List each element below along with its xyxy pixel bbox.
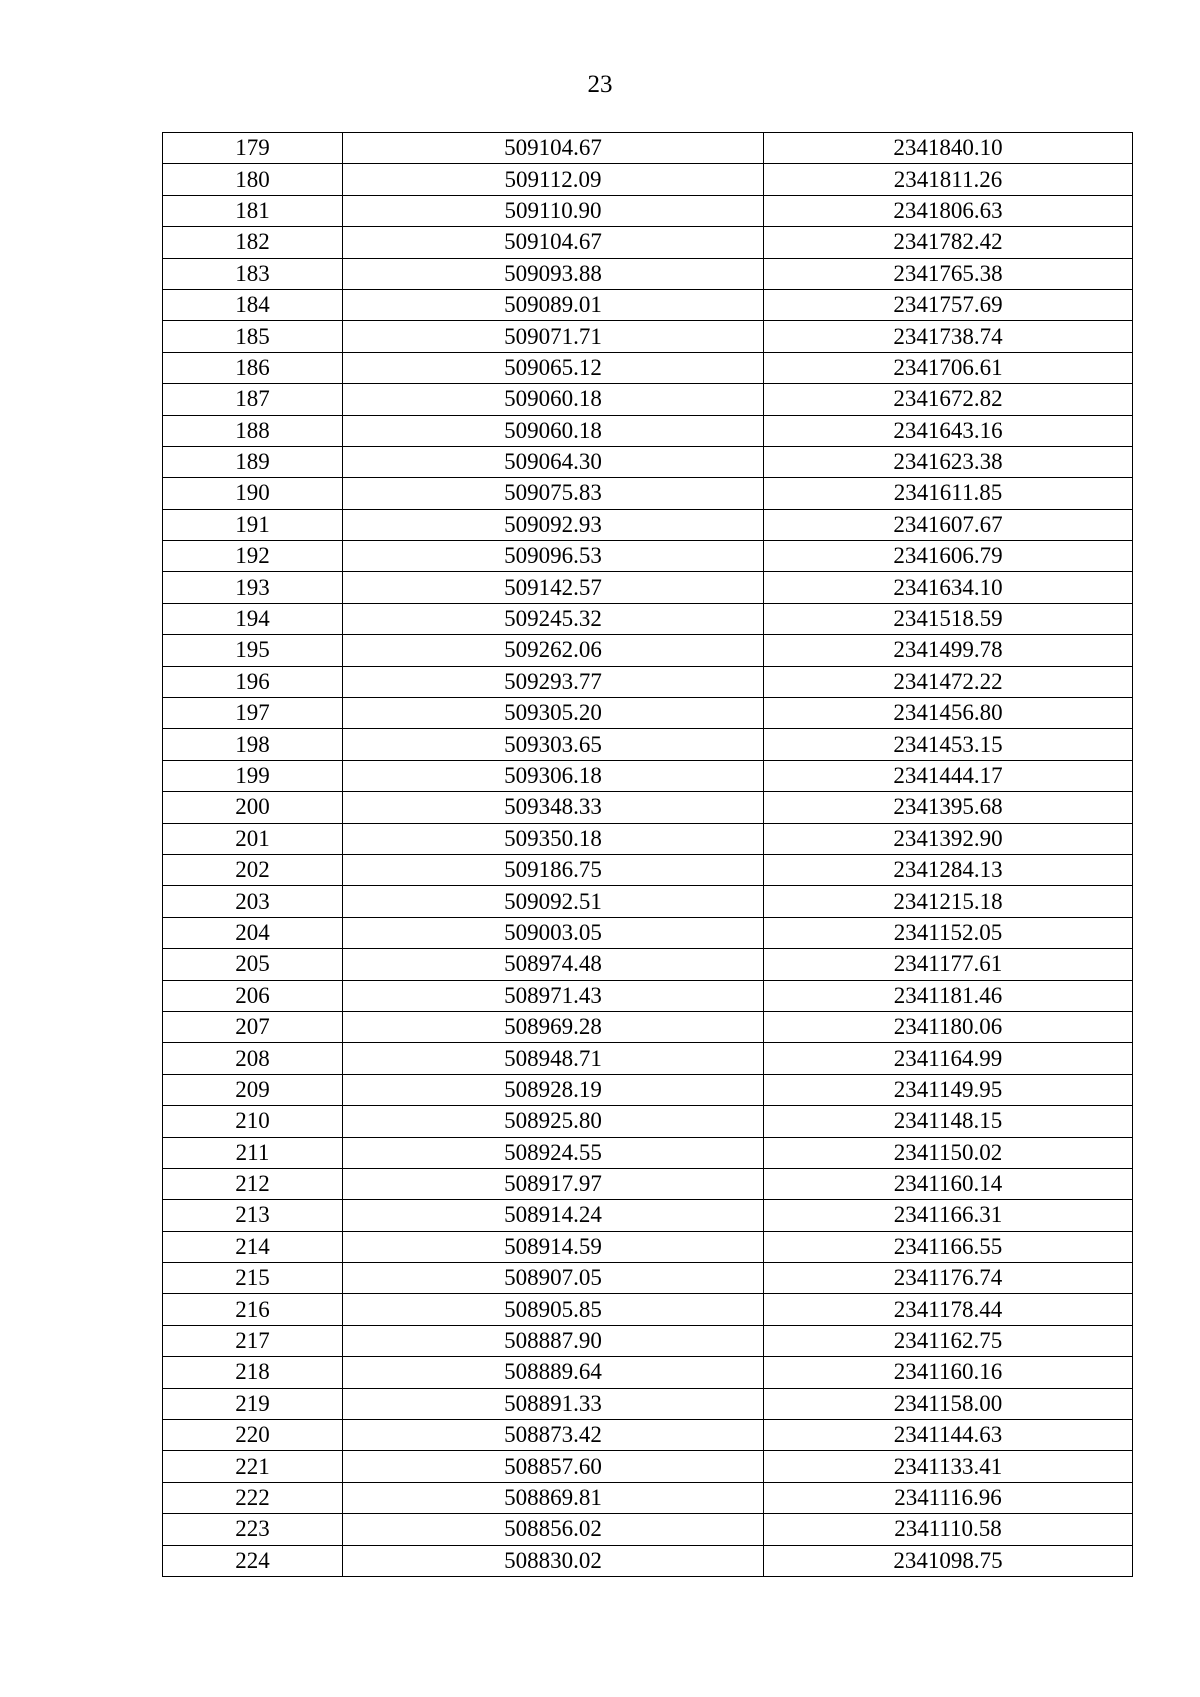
x-coordinate-cell: 509110.90 <box>343 195 764 226</box>
table-row <box>163 698 1133 729</box>
point-number-cell: 196 <box>163 666 343 697</box>
table-row <box>163 729 1133 760</box>
point-number-cell: 198 <box>163 729 343 760</box>
x-coordinate-cell: 508856.02 <box>343 1514 764 1545</box>
table-row <box>163 1294 1133 1325</box>
x-coordinate-cell: 509186.75 <box>343 854 764 885</box>
y-coordinate-cell: 2341110.58 <box>764 1514 1133 1545</box>
y-coordinate-cell: 2341706.61 <box>764 352 1133 383</box>
y-coordinate-cell: 2341180.06 <box>764 1011 1133 1042</box>
point-number-cell: 199 <box>163 760 343 791</box>
y-coordinate-cell: 2341177.61 <box>764 949 1133 980</box>
x-coordinate-cell: 509306.18 <box>343 760 764 791</box>
coordinates-table-body <box>163 133 1133 1577</box>
x-coordinate-cell: 508974.48 <box>343 949 764 980</box>
x-coordinate-cell: 508907.05 <box>343 1263 764 1294</box>
y-coordinate-cell: 2341499.78 <box>764 635 1133 666</box>
point-number-cell: 204 <box>163 917 343 948</box>
y-coordinate-cell: 2341098.75 <box>764 1545 1133 1576</box>
y-coordinate-cell: 2341166.31 <box>764 1200 1133 1231</box>
y-coordinate-cell: 2341152.05 <box>764 917 1133 948</box>
point-number-cell: 185 <box>163 321 343 352</box>
point-number-cell: 205 <box>163 949 343 980</box>
table-row <box>163 1137 1133 1168</box>
x-coordinate-cell: 509303.65 <box>343 729 764 760</box>
table-row <box>163 666 1133 697</box>
point-number-cell: 195 <box>163 635 343 666</box>
y-coordinate-cell: 2341160.16 <box>764 1357 1133 1388</box>
table-row <box>163 1514 1133 1545</box>
x-coordinate-cell: 509348.33 <box>343 792 764 823</box>
y-coordinate-cell: 2341634.10 <box>764 572 1133 603</box>
y-coordinate-cell: 2341456.80 <box>764 698 1133 729</box>
table-row <box>163 1168 1133 1199</box>
y-coordinate-cell: 2341150.02 <box>764 1137 1133 1168</box>
point-number-cell: 183 <box>163 258 343 289</box>
point-number-cell: 180 <box>163 164 343 195</box>
point-number-cell: 191 <box>163 509 343 540</box>
point-number-cell: 194 <box>163 603 343 634</box>
table-row <box>163 1388 1133 1419</box>
x-coordinate-cell: 509071.71 <box>343 321 764 352</box>
point-number-cell: 197 <box>163 698 343 729</box>
table-row <box>163 478 1133 509</box>
y-coordinate-cell: 2341672.82 <box>764 384 1133 415</box>
table-row <box>163 195 1133 226</box>
x-coordinate-cell: 508914.24 <box>343 1200 764 1231</box>
x-coordinate-cell: 509089.01 <box>343 289 764 320</box>
table-row <box>163 415 1133 446</box>
y-coordinate-cell: 2341840.10 <box>764 133 1133 164</box>
x-coordinate-cell: 509093.88 <box>343 258 764 289</box>
table-row <box>163 1043 1133 1074</box>
point-number-cell: 203 <box>163 886 343 917</box>
x-coordinate-cell: 508924.55 <box>343 1137 764 1168</box>
x-coordinate-cell: 509060.18 <box>343 384 764 415</box>
point-number-cell: 179 <box>163 133 343 164</box>
y-coordinate-cell: 2341284.13 <box>764 854 1133 885</box>
x-coordinate-cell: 508889.64 <box>343 1357 764 1388</box>
table-row <box>163 164 1133 195</box>
point-number-cell: 188 <box>163 415 343 446</box>
y-coordinate-cell: 2341623.38 <box>764 446 1133 477</box>
y-coordinate-cell: 2341811.26 <box>764 164 1133 195</box>
table-row <box>163 1074 1133 1105</box>
point-number-cell: 208 <box>163 1043 343 1074</box>
x-coordinate-cell: 509064.30 <box>343 446 764 477</box>
y-coordinate-cell: 2341611.85 <box>764 478 1133 509</box>
point-number-cell: 206 <box>163 980 343 1011</box>
table-row <box>163 886 1133 917</box>
x-coordinate-cell: 509065.12 <box>343 352 764 383</box>
y-coordinate-cell: 2341765.38 <box>764 258 1133 289</box>
x-coordinate-cell: 508928.19 <box>343 1074 764 1105</box>
y-coordinate-cell: 2341757.69 <box>764 289 1133 320</box>
x-coordinate-cell: 509293.77 <box>343 666 764 697</box>
x-coordinate-cell: 509112.09 <box>343 164 764 195</box>
y-coordinate-cell: 2341164.99 <box>764 1043 1133 1074</box>
table-row <box>163 572 1133 603</box>
table-row <box>163 321 1133 352</box>
x-coordinate-cell: 508948.71 <box>343 1043 764 1074</box>
y-coordinate-cell: 2341606.79 <box>764 541 1133 572</box>
table-row <box>163 917 1133 948</box>
table-row <box>163 258 1133 289</box>
y-coordinate-cell: 2341116.96 <box>764 1482 1133 1513</box>
x-coordinate-cell: 509104.67 <box>343 133 764 164</box>
table-row <box>163 603 1133 634</box>
table-row <box>163 1482 1133 1513</box>
y-coordinate-cell: 2341444.17 <box>764 760 1133 791</box>
point-number-cell: 200 <box>163 792 343 823</box>
y-coordinate-cell: 2341144.63 <box>764 1420 1133 1451</box>
y-coordinate-cell: 2341643.16 <box>764 415 1133 446</box>
point-number-cell: 186 <box>163 352 343 383</box>
point-number-cell: 211 <box>163 1137 343 1168</box>
point-number-cell: 187 <box>163 384 343 415</box>
table-row <box>163 635 1133 666</box>
point-number-cell: 181 <box>163 195 343 226</box>
table-row <box>163 541 1133 572</box>
x-coordinate-cell: 509096.53 <box>343 541 764 572</box>
x-coordinate-cell: 508887.90 <box>343 1325 764 1356</box>
x-coordinate-cell: 508969.28 <box>343 1011 764 1042</box>
x-coordinate-cell: 508905.85 <box>343 1294 764 1325</box>
x-coordinate-cell: 509075.83 <box>343 478 764 509</box>
table-row <box>163 1106 1133 1137</box>
point-number-cell: 190 <box>163 478 343 509</box>
y-coordinate-cell: 2341162.75 <box>764 1325 1133 1356</box>
table-row <box>163 1200 1133 1231</box>
y-coordinate-cell: 2341607.67 <box>764 509 1133 540</box>
point-number-cell: 224 <box>163 1545 343 1576</box>
page-number: 23 <box>587 71 613 98</box>
point-number-cell: 202 <box>163 854 343 885</box>
point-number-cell: 220 <box>163 1420 343 1451</box>
point-number-cell: 193 <box>163 572 343 603</box>
x-coordinate-cell: 509350.18 <box>343 823 764 854</box>
point-number-cell: 218 <box>163 1357 343 1388</box>
point-number-cell: 209 <box>163 1074 343 1105</box>
y-coordinate-cell: 2341215.18 <box>764 886 1133 917</box>
point-number-cell: 210 <box>163 1106 343 1137</box>
table-row <box>163 980 1133 1011</box>
table-row <box>163 1451 1133 1482</box>
table-row <box>163 446 1133 477</box>
x-coordinate-cell: 509262.06 <box>343 635 764 666</box>
table-row <box>163 289 1133 320</box>
y-coordinate-cell: 2341806.63 <box>764 195 1133 226</box>
x-coordinate-cell: 508925.80 <box>343 1106 764 1137</box>
y-coordinate-cell: 2341738.74 <box>764 321 1133 352</box>
x-coordinate-cell: 509003.05 <box>343 917 764 948</box>
y-coordinate-cell: 2341178.44 <box>764 1294 1133 1325</box>
x-coordinate-cell: 509305.20 <box>343 698 764 729</box>
y-coordinate-cell: 2341160.14 <box>764 1168 1133 1199</box>
table-row <box>163 1325 1133 1356</box>
y-coordinate-cell: 2341392.90 <box>764 823 1133 854</box>
point-number-cell: 213 <box>163 1200 343 1231</box>
y-coordinate-cell: 2341133.41 <box>764 1451 1133 1482</box>
point-number-cell: 214 <box>163 1231 343 1262</box>
table-row <box>163 133 1133 164</box>
point-number-cell: 223 <box>163 1514 343 1545</box>
y-coordinate-cell: 2341395.68 <box>764 792 1133 823</box>
y-coordinate-cell: 2341176.74 <box>764 1263 1133 1294</box>
point-number-cell: 215 <box>163 1263 343 1294</box>
y-coordinate-cell: 2341158.00 <box>764 1388 1133 1419</box>
y-coordinate-cell: 2341148.15 <box>764 1106 1133 1137</box>
x-coordinate-cell: 509245.32 <box>343 603 764 634</box>
point-number-cell: 201 <box>163 823 343 854</box>
point-number-cell: 217 <box>163 1325 343 1356</box>
x-coordinate-cell: 508917.97 <box>343 1168 764 1199</box>
x-coordinate-cell: 509092.51 <box>343 886 764 917</box>
y-coordinate-cell: 2341166.55 <box>764 1231 1133 1262</box>
x-coordinate-cell: 509104.67 <box>343 227 764 258</box>
point-number-cell: 219 <box>163 1388 343 1419</box>
x-coordinate-cell: 508873.42 <box>343 1420 764 1451</box>
y-coordinate-cell: 2341149.95 <box>764 1074 1133 1105</box>
table-row <box>163 823 1133 854</box>
y-coordinate-cell: 2341518.59 <box>764 603 1133 634</box>
y-coordinate-cell: 2341181.46 <box>764 980 1133 1011</box>
point-number-cell: 222 <box>163 1482 343 1513</box>
table-row <box>163 384 1133 415</box>
table-row <box>163 760 1133 791</box>
y-coordinate-cell: 2341453.15 <box>764 729 1133 760</box>
x-coordinate-cell: 508857.60 <box>343 1451 764 1482</box>
table-row <box>163 949 1133 980</box>
x-coordinate-cell: 509060.18 <box>343 415 764 446</box>
point-number-cell: 192 <box>163 541 343 572</box>
table-row <box>163 352 1133 383</box>
table-row <box>163 854 1133 885</box>
point-number-cell: 221 <box>163 1451 343 1482</box>
x-coordinate-cell: 508830.02 <box>343 1545 764 1576</box>
table-row <box>163 1011 1133 1042</box>
point-number-cell: 184 <box>163 289 343 320</box>
table-row <box>163 509 1133 540</box>
table-row <box>163 792 1133 823</box>
table-row <box>163 1357 1133 1388</box>
point-number-cell: 216 <box>163 1294 343 1325</box>
x-coordinate-cell: 509142.57 <box>343 572 764 603</box>
y-coordinate-cell: 2341472.22 <box>764 666 1133 697</box>
point-number-cell: 207 <box>163 1011 343 1042</box>
table-row <box>163 1263 1133 1294</box>
x-coordinate-cell: 509092.93 <box>343 509 764 540</box>
y-coordinate-cell: 2341782.42 <box>764 227 1133 258</box>
x-coordinate-cell: 508891.33 <box>343 1388 764 1419</box>
point-number-cell: 189 <box>163 446 343 477</box>
table-row <box>163 1545 1133 1576</box>
table-row <box>163 1231 1133 1262</box>
point-number-cell: 212 <box>163 1168 343 1199</box>
point-number-cell: 182 <box>163 227 343 258</box>
x-coordinate-cell: 508971.43 <box>343 980 764 1011</box>
x-coordinate-cell: 508869.81 <box>343 1482 764 1513</box>
table-row <box>163 227 1133 258</box>
table-row <box>163 1420 1133 1451</box>
x-coordinate-cell: 508914.59 <box>343 1231 764 1262</box>
coordinates-table <box>162 132 1133 1577</box>
